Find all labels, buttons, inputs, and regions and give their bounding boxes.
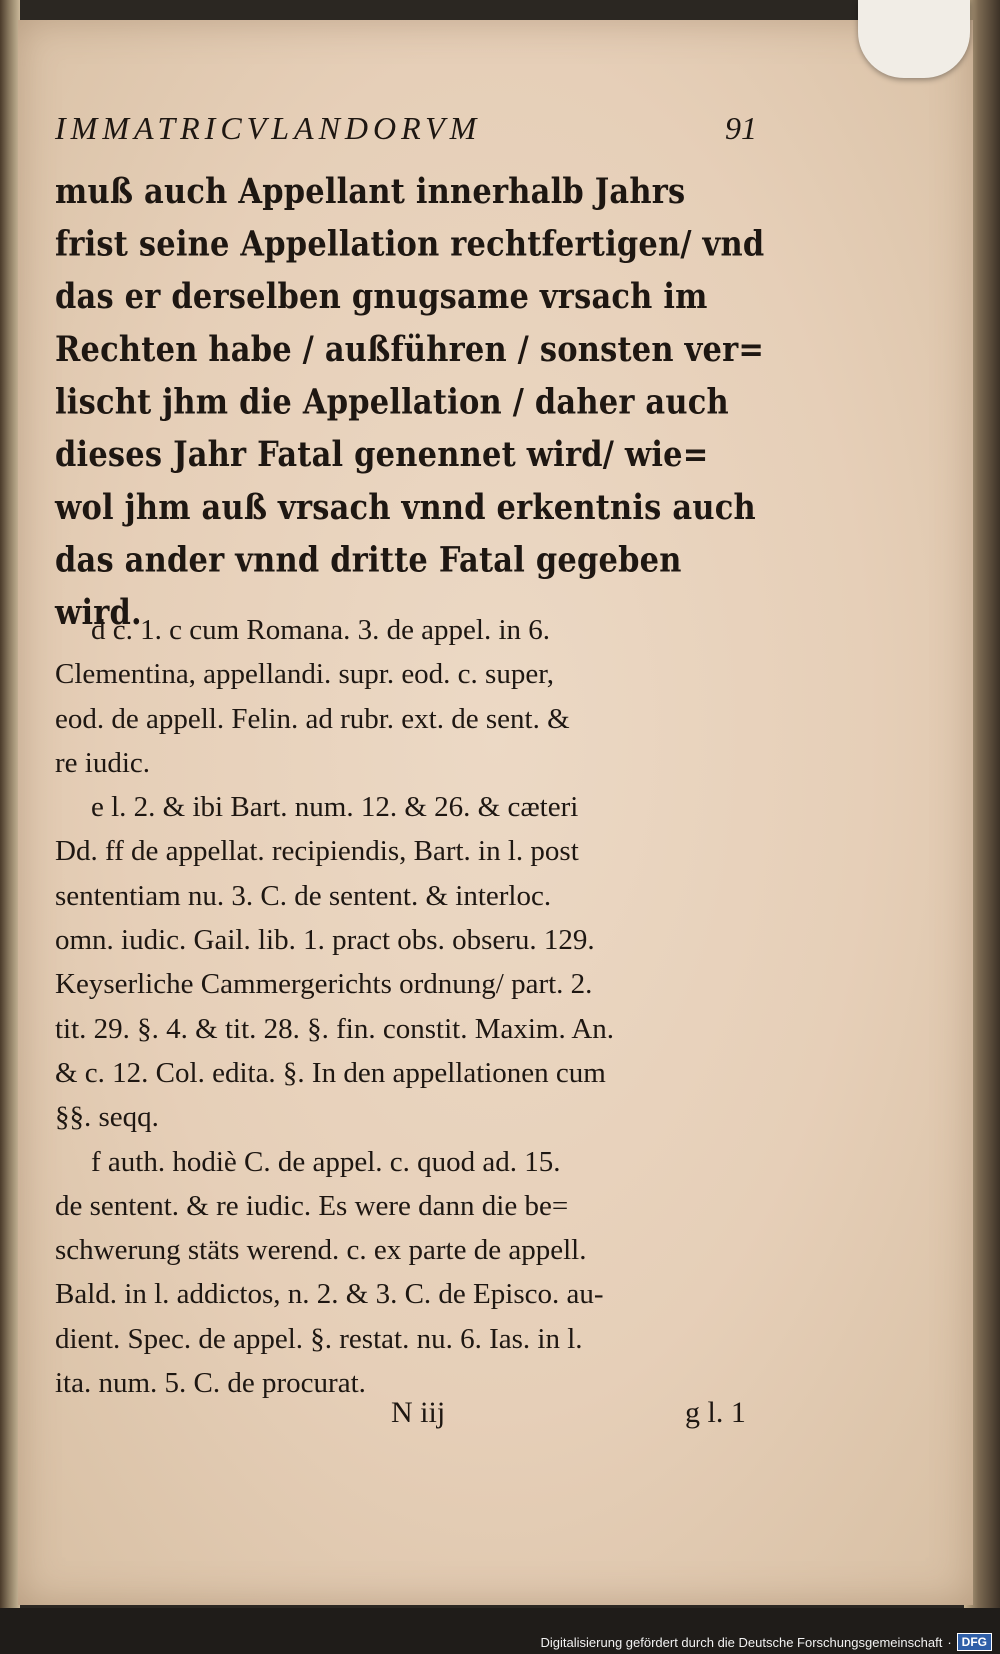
- footnote-line: & c. 12. Col. edita. §. In den appellationen cum: [55, 1056, 606, 1089]
- footnote-line: §§. seqq.: [55, 1101, 159, 1134]
- footnote-line: omn. iudic. Gail. lib. 1. pract obs. obseru. 129.: [55, 924, 595, 957]
- footnote-line: dient. Spec. de appel. §. restat. nu. 6. Ias. in l.: [55, 1322, 583, 1355]
- text-line: dieses Jahr Fatal genennet wird/ wie=: [55, 434, 709, 476]
- quire-mark: g l. 1: [685, 1396, 746, 1429]
- footnote-f: f auth. hodiè C. de appel. c. quod ad. 15.: [91, 1145, 561, 1178]
- footnote-line: ita. num. 5. C. de procurat.: [55, 1367, 366, 1400]
- footnotes: [55, 608, 755, 1405]
- footnote-line: Keyserliche Cammergerichts ordnung/ part. 2.: [55, 968, 593, 1001]
- footnote-line: Dd. ff de appellat. recipiendis, Bart. in l. post: [55, 835, 579, 868]
- dfg-logo: DFG: [957, 1633, 992, 1651]
- footnote-line: eod. de appell. Felin. ad rubr. ext. de sent. &: [55, 702, 570, 735]
- text-line: das ander vnnd dritte Fatal gegeben: [55, 540, 682, 581]
- text-line: lischt jhm die Appellation / daher auch: [55, 382, 729, 423]
- page-marker-tab: [858, 0, 970, 78]
- running-title: IMMATRICVLANDORVM: [55, 110, 482, 146]
- fraktur-paragraph: [55, 166, 765, 640]
- footnote-line: de sentent. & re iudic. Es were dann die be=: [55, 1189, 569, 1222]
- text-line: muß auch Appellant innerhalb Jahrs: [55, 171, 686, 212]
- footnote-line: schwerung stäts werend. c. ex parte de appell.: [55, 1234, 587, 1267]
- footnote-line: re iudic.: [55, 746, 151, 779]
- text-line: wol jhm auß vrsach vnnd erkentnis auch: [55, 487, 756, 528]
- footnote-e: e l. 2. & ibi Bart. num. 12. & 26. & cæteri: [91, 791, 579, 824]
- text-line: das er derselben gnugsame vrsach im: [55, 276, 708, 318]
- dfg-credit-text: Digitalisierung gefördert durch die Deutsche Forschungsgemeinschaft: [540, 1634, 943, 1650]
- signature-mark: N iij: [391, 1396, 446, 1429]
- running-header: [55, 110, 755, 147]
- footnote-line: Clementina, appellandi. supr. eod. c. super,: [55, 658, 554, 691]
- book-edge-left: [0, 0, 20, 1610]
- footnote-line: sententiam nu. 3. C. de sentent. & interloc.: [55, 879, 552, 912]
- footnote-line: tit. 29. §. 4. & tit. 28. §. fin. constit. Maxim. An.: [55, 1012, 615, 1045]
- dfg-credit-bar: Digitalisierung gefördert durch die Deutsche Forschungsgemeinschaft · DFG: [541, 1632, 992, 1652]
- footnote-line: Bald. in l. addictos, n. 2. & 3. C. de Episco. au-: [55, 1278, 604, 1311]
- text-line: Rechten habe / außführen / sonsten ver=: [55, 329, 765, 370]
- footnote-d: d c. 1. c cum Romana. 3. de appel. in 6.: [91, 614, 551, 646]
- page-number: 91: [725, 110, 757, 146]
- text-line: frist seine Appellation rechtfertigen/ vnd: [55, 224, 765, 265]
- text-line: wird.: [55, 592, 142, 634]
